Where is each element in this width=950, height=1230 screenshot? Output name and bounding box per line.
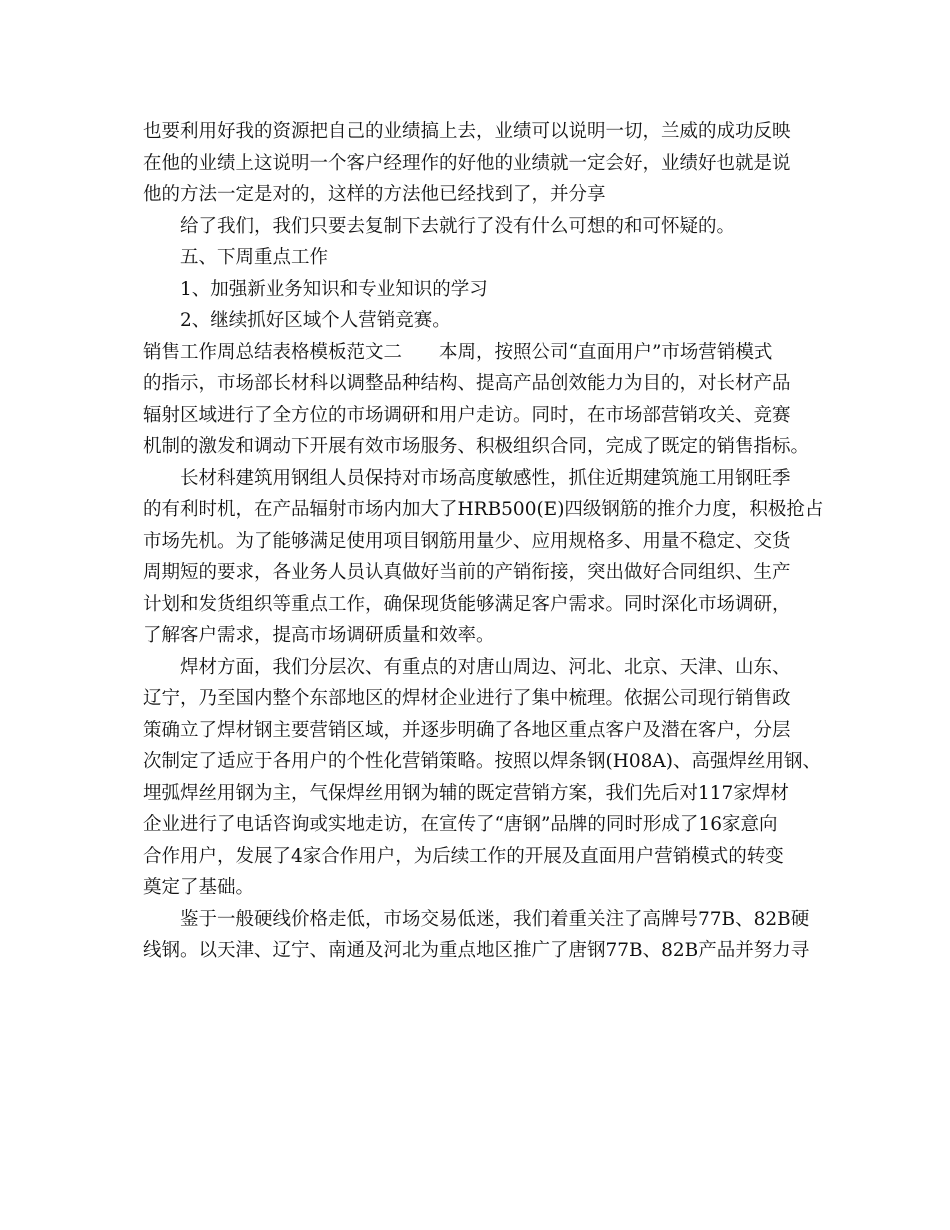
text-line: 他的方法一定是对的，这样的方法他已经找到了，并分享 (143, 184, 606, 205)
text-line: 鉴于一般硬线价格走低，市场交易低迷，我们着重关注了高牌号77B、82B硬 (180, 908, 810, 930)
text-line: 策确立了焊材钢主要营销区域，并逐步明确了各地区重点客户及潜在客户，分层 (143, 719, 791, 741)
text-line: 2、继续抓好区域个人营销竞赛。 (180, 310, 451, 331)
text-line: 辐射区域进行了全方位的市场调研和用户走访。同时，在市场部营销攻关、竞赛 (143, 404, 791, 426)
text-line: 机制的激发和调动下开展有效市场服务、积极组织合同，完成了既定的销售指标。 (143, 436, 810, 457)
text-line: 焊材方面，我们分层次、有重点的对唐山周边、河北、北京、天津、山东、 (180, 656, 791, 678)
text-line: 长材科建筑用钢组人员保持对市场高度敏感性，抓住近期建筑施工用钢旺季 (180, 467, 791, 489)
text-line: 计划和发货组织等重点工作，确保现货能够满足客户需求。同时深化市场调研， (143, 593, 791, 615)
text-line: 了解客户需求，提高市场调研质量和效率。 (143, 625, 495, 646)
text-line: 合作用户，发展了4家合作用户，为后续工作的开展及直面用户营销模式的转变 (143, 845, 784, 867)
text-line: 辽宁，乃至国内整个东部地区的焊材企业进行了集中梳理。依据公司现行销售政 (143, 688, 791, 709)
document-body (143, 116, 824, 967)
text-line: 销售工作周总结表格模板范文二 本周，按照公司“直面用户”市场营销模式 (143, 341, 773, 363)
text-line: 线钢。以天津、辽宁、南通及河北为重点地区推广了唐钢77B、82B产品并努力寻 (143, 940, 810, 961)
text-line: 在他的业绩上这说明一个客户经理作的好他的业绩就一定会好，业绩好也就是说 (143, 152, 791, 174)
text-line: 1、加强新业务知识和专业知识的学习 (180, 278, 488, 300)
text-line: 也要利用好我的资源把自己的业绩搞上去，业绩可以说明一切，兰威的成功反映 (143, 121, 791, 142)
text-line: 五、下周重点工作 (180, 247, 329, 268)
text-line: 周期短的要求，各业务人员认真做好当前的产销衔接，突出做好合同组织、生产 (143, 562, 791, 583)
text-line: 市场先机。为了能够满足使用项目钢筋用量少、应用规格多、用量不稳定、交货 (143, 530, 791, 552)
text-line: 埋弧焊丝用钢为主，气保焊丝用钢为辅的既定营销方案，我们先后对117家焊材 (143, 782, 789, 804)
text-line: 次制定了适应于各用户的个性化营销策略。按照以焊条钢(H08A)、高强焊丝用钢、 (143, 751, 821, 772)
text-line: 给了我们，我们只要去复制下去就行了没有什么可想的和可怀疑的。 (180, 215, 736, 237)
text-line: 企业进行了电话咨询或实地走访，在宣传了“唐钢”品牌的同时形成了16家意向 (143, 814, 778, 835)
text-line: 的有利时机，在产品辐射市场内加大了HRB500(E)四级钢筋的推介力度，积极抢占 (143, 499, 824, 520)
text-line: 奠定了基础。 (143, 877, 255, 898)
text-line: 的指示，市场部长材科以调整品种结构、提高产品创效能力为目的，对长材产品 (143, 373, 791, 394)
